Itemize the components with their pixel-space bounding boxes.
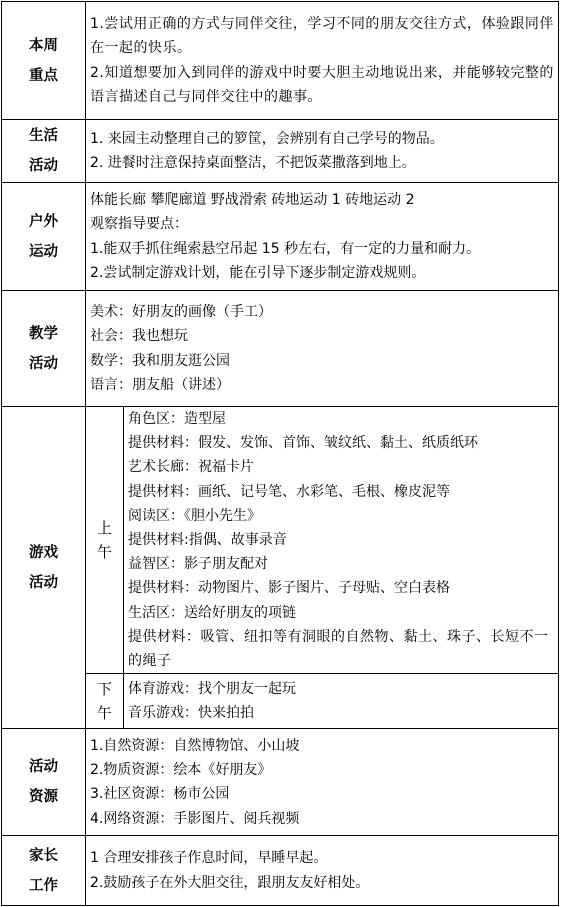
morning-line: 艺术长廊：祝福卡片 [128,459,254,476]
outdoor-line: 1.能双手抓住绳索悬空吊起 15 秒左右，有一定的力量和耐力。 [90,240,481,257]
morning-line: 提供材料：吸管、纽扣等有洞眼的自然物、黏土、珠子、长短不一的绳子 [128,628,549,670]
row-outdoor-sports [2,183,559,291]
focus-item: 2.知道想要加入到同伴的游戏中时要大胆主动地说出来，并能够较完整的语言描述自己与同伴交往中的趣事。 [90,64,554,105]
content-activity-resources [86,729,559,836]
label-parent-work: 家长 工作 [2,836,86,906]
afternoon-line: 体育游戏：找个朋友一起玩 [128,680,296,697]
label-teaching-activities: 教学 活动 [2,291,86,407]
outdoor-line: 2.尝试制定游戏计划，能在引导下逐步制定游戏规则。 [90,264,426,281]
label-morning: 上 午 [86,407,124,674]
label-weekly-focus: 本周 重点 [2,2,86,120]
teaching-item: 美术：好朋友的画像（手工） [90,303,272,320]
row-teaching-activities [2,291,559,407]
label-activity-resources: 活动 资源 [2,729,86,836]
teaching-item: 语言：朋友船（讲述） [90,376,230,393]
resource-item: 3.社区资源：杨市公园 [90,786,230,803]
label-outdoor-sports: 户外 运动 [2,183,86,291]
row-life-activities [2,120,559,183]
row-weekly-focus [2,2,559,120]
morning-line: 角色区：造型屋 [128,411,226,427]
resource-item: 1.自然资源：自然博物馆、小山坡 [90,737,300,754]
parent-item: 2.鼓励孩子在外大胆交往，跟朋友友好相处。 [90,874,370,891]
focus-item: 1.尝试用正确的方式与同伴交往，学习不同的朋友交往方式，体验跟同伴在一起的快乐。 [90,15,554,57]
content-outdoor-sports [86,183,559,291]
morning-line: 提供材料：假发、发饰、首饰、皱纹纸、黏土、纸质纸环 [128,435,478,452]
content-weekly-focus [86,2,559,120]
row-parent-work [2,836,559,906]
row-game-activities-afternoon [2,674,559,729]
morning-line: 益智区：影子朋友配对 [128,556,268,573]
parent-item: 1 合理安排孩子作息时间，早睡早起。 [90,850,328,867]
morning-line: 提供材料:指偶、故事录音 [128,532,287,549]
row-activity-resources [2,729,559,836]
content-morning-games [124,407,559,674]
teaching-item: 数学：我和朋友逛公园 [90,352,230,369]
resource-item: 4.网络资源：手影图片、阅兵视频 [90,810,300,827]
label-game-activities: 游戏 活动 [2,407,86,729]
morning-line: 提供材料：动物图片、影子图片、子母贴、空白表格 [128,580,450,597]
label-life-activities: 生活 活动 [2,120,86,183]
morning-line: 阅读区：《胆小先生》 [128,507,261,524]
outdoor-line: 体能长廊 攀爬廊道 野战滑索 砖地运动 1 砖地运动 2 [90,191,415,208]
afternoon-line: 音乐游戏：快来拍拍 [128,705,254,722]
weekly-plan-table [1,1,559,906]
morning-line: 提供材料：画纸、记号笔、水彩笔、毛根、橡皮泥等 [128,483,450,500]
content-parent-work [86,836,559,906]
morning-line: 生活区：送给好朋友的项链 [128,604,296,621]
label-afternoon: 下 午 [86,674,124,729]
outdoor-line: 观察指导要点： [90,216,188,233]
resource-item: 2.物质资源：绘本《好朋友》 [90,761,272,778]
content-life-activities [86,120,559,183]
content-afternoon-games [124,674,559,729]
content-teaching-activities [86,291,559,407]
row-game-activities-morning [2,407,559,674]
teaching-item: 社会：我也想玩 [90,328,188,345]
life-item: 2. 进餐时注意保持桌面整洁，不把饭菜撒落到地上。 [90,155,416,171]
life-item: 1. 来园主动整理自己的箩筐，会辨别有自己学号的物品。 [90,130,444,147]
